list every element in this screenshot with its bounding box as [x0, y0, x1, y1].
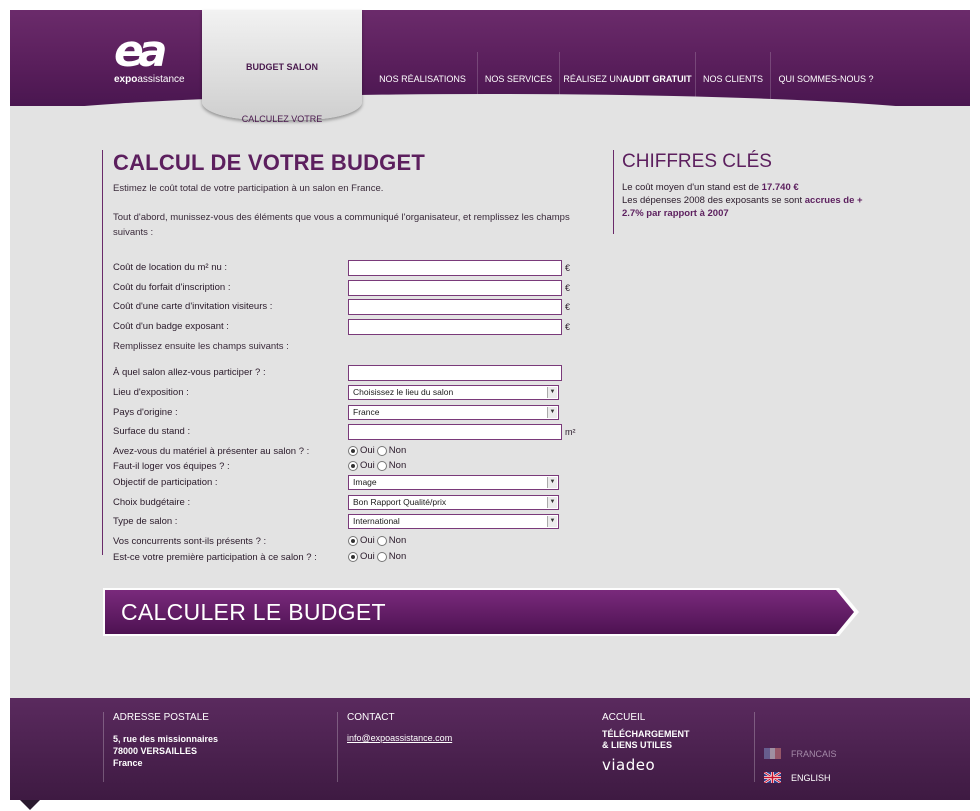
accueil-link[interactable]: ACCUEIL — [602, 712, 646, 723]
euro-unit: € — [565, 263, 571, 273]
nav-about[interactable]: QUI SOMMES-NOUS ? — [778, 74, 874, 84]
field-label: Lieu d'exposition : — [113, 387, 189, 398]
location-cost-input[interactable] — [348, 260, 562, 276]
address-line: France — [113, 758, 143, 768]
forfait-cost-input[interactable] — [348, 280, 562, 296]
euro-unit: € — [565, 322, 571, 332]
materiel-radio-group: Oui Non — [348, 445, 408, 456]
cta-label: CALCULER LE BUDGET — [121, 599, 386, 625]
nav-services[interactable]: NOS SERVICES — [478, 52, 560, 106]
lieu-select[interactable]: Choisissez le lieu du salon ▼ — [348, 385, 559, 400]
page-title: CALCUL DE VOTRE BUDGET — [113, 150, 426, 175]
field-label: À quel salon allez-vous participer ? : — [113, 367, 266, 378]
telechargement-link[interactable]: TÉLÉCHARGEMENT & LIENS UTILES — [602, 729, 690, 750]
concurrents-yes-radio[interactable] — [348, 536, 358, 546]
france-flag-icon — [764, 748, 781, 759]
footer-links — [593, 712, 753, 782]
field-label: Coût d'une carte d'invitation visiteurs : — [113, 301, 273, 312]
loger-yes-radio[interactable] — [348, 461, 358, 471]
logo-text: expoassistance — [114, 74, 185, 85]
contact-heading: CONTACT — [347, 712, 395, 723]
chevron-down-icon: ▼ — [547, 497, 557, 508]
intro-text: Estimez le coût total de votre participation à un salon en France. — [113, 183, 384, 194]
key-figures-text: Le coût moyen d'un stand est de 17.740 € Les dépenses 2008 des exposants se sont accrues de + 2.7% par rapport à 2007 — [622, 182, 863, 219]
field-label: Pays d'origine : — [113, 407, 178, 418]
pays-select[interactable]: France ▼ — [348, 405, 559, 420]
chevron-down-icon: ▼ — [547, 407, 557, 418]
euro-unit: € — [565, 283, 571, 293]
tab-budget-salon[interactable]: CALCULEZ VOTRE BUDGET SALON — [202, 10, 362, 120]
footer-languages — [754, 712, 894, 782]
site-header — [10, 10, 970, 106]
page-frame — [10, 10, 970, 800]
field-label: Est-ce votre première participation à ce salon ? : — [113, 552, 317, 563]
field-label: Coût de location du m² nu : — [113, 262, 228, 273]
lang-en[interactable]: ENGLISH — [755, 772, 831, 783]
field-label: Faut-il loger vos équipes ? : — [113, 461, 230, 472]
type-select[interactable]: International ▼ — [348, 514, 559, 529]
choix-select[interactable]: Bon Rapport Qualité/prix ▼ — [348, 495, 559, 510]
footer-address — [103, 712, 333, 782]
euro-unit: € — [565, 302, 571, 312]
premiere-radio-group: Oui Non — [348, 551, 408, 562]
footer-contact — [337, 712, 587, 782]
materiel-yes-radio[interactable] — [348, 446, 358, 456]
field-label: Coût du forfait d'inscription : — [113, 282, 231, 293]
nav-audit[interactable]: RÉALISEZ UN AUDIT GRATUIT — [560, 52, 696, 106]
logo-mark: ea — [114, 26, 162, 77]
concurrents-radio-group: Oui Non — [348, 535, 408, 546]
field-label: Objectif de participation : — [113, 477, 218, 488]
materiel-no-radio[interactable] — [377, 446, 387, 456]
field-label: Avez-vous du matériel à présenter au salon ? : — [113, 446, 310, 457]
badge-cost-input[interactable] — [348, 319, 562, 335]
uk-flag-icon — [764, 772, 781, 783]
contact-email-link[interactable]: info@expoassistance.com — [347, 733, 453, 743]
viadeo-logo[interactable]: viadeo — [602, 756, 656, 774]
field-label: Vos concurrents sont-ils présents ? : — [113, 536, 267, 547]
nav-clients[interactable]: NOS CLIENTS — [696, 52, 771, 106]
loger-no-radio[interactable] — [377, 461, 387, 471]
field-label: Type de salon : — [113, 516, 178, 527]
loger-radio-group: Oui Non — [348, 460, 408, 471]
concurrents-no-radio[interactable] — [377, 536, 387, 546]
premiere-no-radio[interactable] — [377, 552, 387, 562]
corner-pointer-icon — [20, 800, 40, 810]
key-figures-section — [613, 150, 873, 234]
premiere-yes-radio[interactable] — [348, 552, 358, 562]
site-footer — [10, 698, 970, 800]
surface-input[interactable] — [348, 424, 562, 440]
key-figures-title: CHIFFRES CLÉS — [622, 151, 772, 172]
m2-unit: m² — [565, 427, 576, 437]
calculate-budget-button[interactable] — [101, 586, 863, 638]
chevron-down-icon: ▼ — [547, 387, 557, 398]
address-heading: ADRESSE POSTALE — [113, 712, 209, 723]
salon-name-input[interactable] — [348, 365, 562, 381]
chevron-down-icon: ▼ — [547, 477, 557, 488]
logo[interactable] — [110, 26, 190, 92]
objectif-select[interactable]: Image ▼ — [348, 475, 559, 490]
nav-realisations[interactable]: NOS RÉALISATIONS — [368, 52, 478, 106]
address-line: 5, rue des missionnaires — [113, 734, 219, 744]
address-line: 78000 VERSAILLES — [113, 746, 198, 756]
carte-cost-input[interactable] — [348, 299, 562, 315]
instructions2-text: Remplissez ensuite les champs suivants : — [113, 341, 289, 352]
lang-fr[interactable]: FRANCAIS — [755, 748, 837, 759]
field-label: Surface du stand : — [113, 426, 191, 437]
chevron-down-icon: ▼ — [547, 516, 557, 527]
field-label: Coût d'un badge exposant : — [113, 321, 229, 332]
instructions-text: Tout d'abord, munissez-vous des éléments que vous a communiqué l'organisateur, et remplissez les champs suivants : — [113, 212, 570, 238]
field-label: Choix budgétaire : — [113, 497, 191, 508]
budget-form-section — [102, 150, 582, 563]
